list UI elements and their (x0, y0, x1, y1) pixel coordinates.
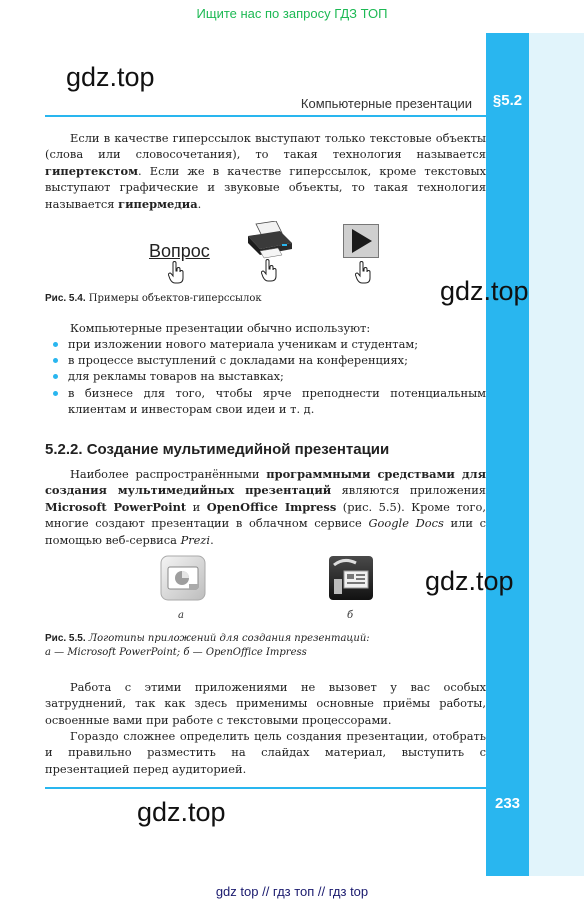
page-number: 233 (494, 795, 521, 812)
list-item: в бизнесе для того, чтобы ярче преподнести потенциальным клиентам и инвесторам свои идеи и т. д. (45, 385, 486, 417)
paragraph-purpose: Гораздо сложнее определить цель создания презентации, отобрать и правильно разместить на слайдах материал, выступить с презентацией перед аудиторией. (45, 729, 486, 776)
list-item: в процессе выступлений с докладами на конференциях; (45, 352, 486, 368)
printer-icon (246, 221, 294, 259)
powerpoint-logo-icon (158, 553, 208, 603)
bottom-banner: gdz top // гдз топ // гдз top (215, 884, 369, 899)
side-bar-light (529, 33, 584, 876)
hand-cursor-icon (261, 259, 277, 283)
figure-label-b: б (347, 610, 354, 621)
list-intro: Компьютерные презентации обычно используют: (70, 321, 371, 335)
header-rule (45, 115, 486, 117)
section-number: §5.2 (492, 92, 523, 109)
watermark: gdz.top (137, 797, 226, 827)
top-banner: Ищите нас по запросу ГДЗ ТОП (196, 6, 388, 21)
list-item: для рекламы товаров на выставках; (45, 368, 486, 384)
watermark: gdz.top (425, 566, 514, 596)
paragraph-hypertext: Если в качестве гиперссылок выступают только текстовые объекты (слова или словосочетания), то такая технология называется гипертекстом. Если же в качестве гиперссылок, кроме текстовых выступают графические и звуковые объекты, то такая технология называется гипермедиа. (45, 131, 486, 211)
hyperlink-word-example: Вопрос (149, 241, 210, 261)
figure-caption-5-5: Рис. 5.5. Логотипы приложений для создания презентаций: а — Microsoft PowerPoint; б — OpenOffice Impress (45, 633, 370, 658)
paragraph-apps-easy: Работа с этими приложениями не вызовет у вас особых затруднений, так как здесь применимы основные приёмы работы, освоенные вами при работе с текстовыми процессорами. (45, 680, 486, 727)
hand-cursor-icon (355, 261, 371, 285)
hand-cursor-icon (168, 261, 184, 285)
watermark: gdz.top (66, 62, 155, 92)
watermark: gdz.top (440, 276, 529, 306)
usage-list (45, 336, 486, 417)
subsection-title: 5.2.2. Создание мультимедийной презентации (45, 441, 390, 458)
side-bar (486, 33, 529, 876)
figure-label-a: а (178, 610, 184, 621)
footer-rule (45, 787, 486, 789)
play-button-icon (343, 224, 379, 258)
figure-caption-5-4: Рис. 5.4. Примеры объектов-гиперссылок (45, 293, 262, 304)
openoffice-impress-logo-icon (326, 553, 376, 603)
paragraph-software: Наиболее распространёнными программными средствами для создания мультимедийных презентаций являются приложения Microsoft PowerPoint и OpenOffice Impress (рис. 5.5). Кроме того, многие создают презентации в облачном сервисе Google Docs или с помощью веб-сервиса Prezi. (45, 467, 487, 547)
list-item: при изложении нового материала ученикам и студентам; (45, 336, 486, 352)
running-header: Компьютерные презентации (300, 96, 472, 111)
